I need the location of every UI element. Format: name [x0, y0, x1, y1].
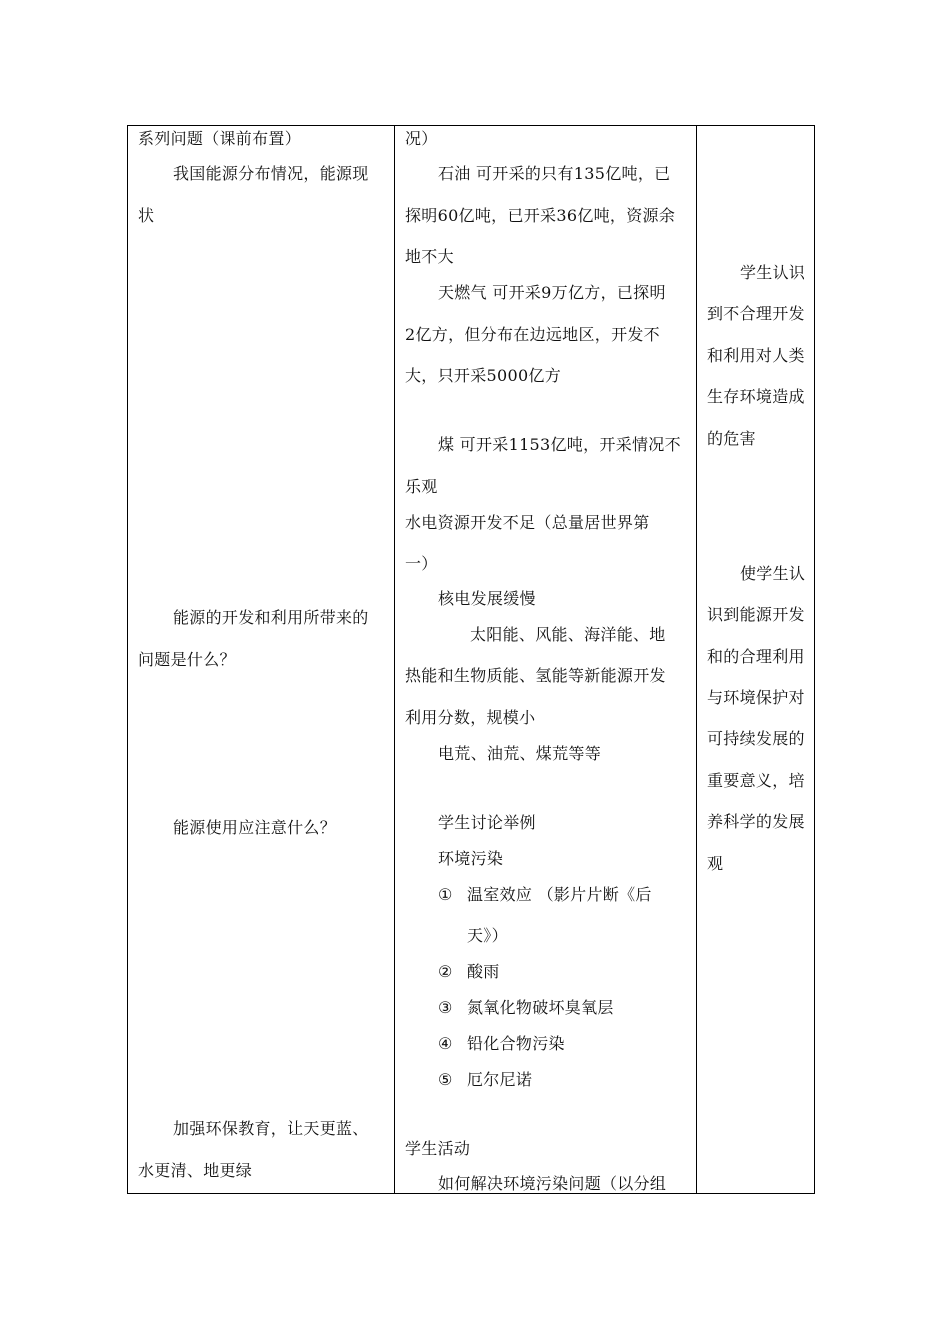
col2-line: 学生讨论举例 [438, 813, 536, 832]
col1-line: 能源的开发和利用所带来的 [173, 608, 369, 627]
col3-line: 到不合理开发 [707, 304, 805, 323]
list-item-number: ① [438, 885, 453, 904]
list-item-text: 氮氧化物破坏臭氧层 [467, 998, 614, 1017]
col3-line: 与环境保护对 [707, 688, 805, 707]
col3-line: 学生认识 [740, 263, 806, 282]
list-item-number: ④ [438, 1034, 453, 1053]
col2-line: 探明60亿吨，已开采36亿吨，资源余 [405, 206, 676, 225]
list-item-text: 天》） [467, 926, 508, 945]
col2-line: 热能和生物质能、氢能等新能源开发 [405, 666, 666, 685]
col2-line: 煤 可开采1153亿吨，开采情况不 [438, 435, 681, 454]
col2-line: 大，只开采5000亿方 [405, 366, 562, 385]
col1-line: 系列问题（课前布置） [138, 129, 302, 148]
col2-line: 地不大 [405, 247, 454, 266]
col2-line: 环境污染 [438, 849, 504, 868]
list-item-text: 厄尔尼诺 [467, 1070, 533, 1089]
col3-line: 生存环境造成 [707, 387, 805, 406]
col2-line: 利用分数，规模小 [405, 708, 536, 727]
col1-line: 能源使用应注意什么？ [173, 818, 337, 837]
column-content [394, 126, 697, 1193]
col2-line: 2亿方，但分布在边远地区，开发不 [405, 325, 660, 344]
col3-line: 的危害 [707, 429, 756, 448]
col2-line: 如何解决环境污染问题（以分组 [438, 1174, 667, 1193]
list-item-number: ③ [438, 998, 453, 1017]
col2-line: 天燃气 可开采9万亿方，已探明 [438, 283, 666, 302]
col1-line: 水更清、地更绿 [138, 1161, 253, 1180]
col3-line: 使学生认 [740, 564, 806, 583]
col3-line: 重要意义，培 [707, 771, 805, 790]
list-item-number: ⑤ [438, 1070, 453, 1089]
col3-line: 养科学的发展 [707, 812, 805, 831]
col1-line: 我国能源分布情况，能源现 [173, 164, 369, 183]
col2-line: 石油 可开采的只有135亿吨，已 [438, 164, 671, 183]
list-item-text: 铅化合物污染 [467, 1034, 565, 1053]
col3-line: 和的合理利用 [707, 647, 805, 666]
col2-line: 水电资源开发不足（总量居世界第 [405, 513, 650, 532]
column-objectives [696, 126, 815, 1193]
col2-line: 核电发展缓慢 [438, 589, 536, 608]
col2-line: 况） [405, 129, 438, 148]
col1-line: 状 [138, 206, 155, 225]
col2-line: 一） [405, 554, 438, 573]
col2-line: 乐观 [405, 477, 438, 496]
col3-line: 和利用对人类 [707, 346, 805, 365]
list-item-number: ② [438, 962, 453, 981]
col3-line: 可持续发展的 [707, 729, 805, 748]
lesson-table [127, 125, 815, 1194]
col2-line: 学生活动 [405, 1139, 471, 1158]
col2-line: 太阳能、风能、海洋能、地 [470, 625, 666, 644]
col3-line: 识到能源开发 [707, 605, 805, 624]
column-questions [128, 126, 394, 1193]
list-item-text: 酸雨 [467, 962, 500, 981]
col1-line: 问题是什么？ [138, 650, 236, 669]
list-item-text: 温室效应 （影片片断《后 [467, 885, 652, 904]
col2-line: 电荒、油荒、煤荒等等 [438, 744, 602, 763]
col1-line: 加强环保教育，让天更蓝、 [173, 1119, 369, 1138]
col3-line: 观 [707, 854, 724, 873]
